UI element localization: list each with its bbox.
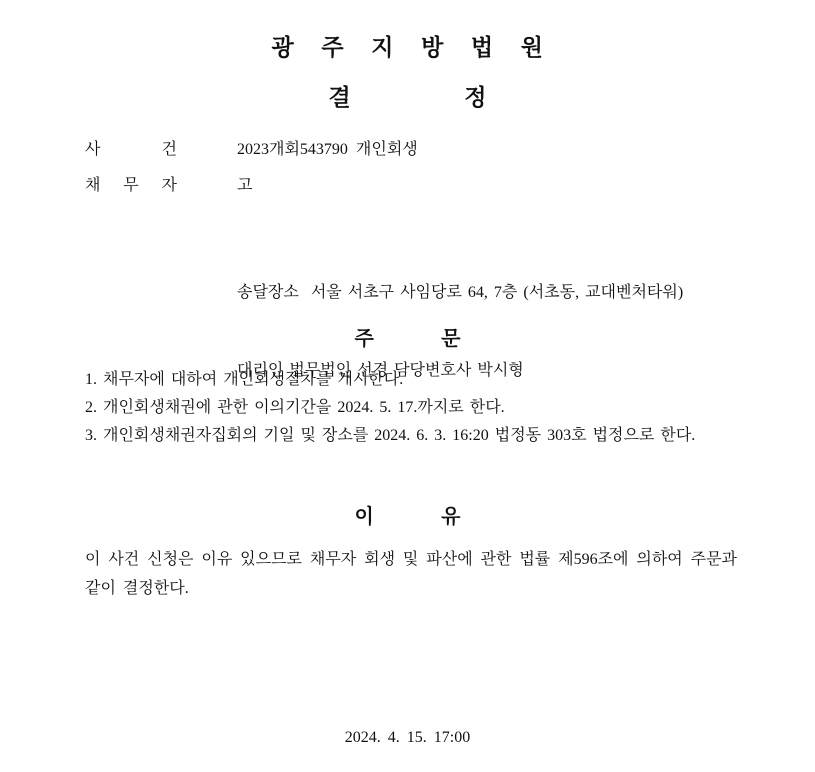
case-row <box>85 136 737 159</box>
case-number: 2023개회543790 개인회생 <box>237 141 418 158</box>
service-address: 송달장소 서울 서초구 사임당로 64, 7층 (서초동, 교대벤처타워) <box>237 284 684 301</box>
case-label: 사 건 <box>85 141 177 158</box>
reason-heading: 이 유 <box>354 506 461 528</box>
representative: 대리인 법무법인 선경 담당변호사 박시형 <box>237 362 524 379</box>
order-item: 1. 채무자에 대하여 개인회생절차를 개시한다. <box>85 371 404 388</box>
debtor-row <box>85 172 737 195</box>
reason-section-heading <box>0 500 815 529</box>
order-heading: 주 문 <box>354 328 461 350</box>
debtor-name: 고 <box>237 177 253 194</box>
reason-text: 이 사건 신청은 이유 있으므로 채무자 회생 및 파산에 관한 법률 제596조에 의하여 주문과 같이 결정한다. <box>85 551 737 597</box>
court-name-heading <box>0 29 815 62</box>
order-section-heading <box>0 322 815 351</box>
order-item: 3. 개인회생채권자집회의 기일 및 장소를 2024. 6. 3. 16:20 법정동 303호 법정으로 한다. <box>85 427 696 444</box>
debtor-label: 채 무 자 <box>85 177 177 194</box>
document-type-heading <box>0 79 815 112</box>
document-type: 결 정 <box>328 84 487 110</box>
court-name: 광 주 지 방 법 원 <box>271 34 544 60</box>
order-item: 2. 개인회생채권에 관한 이의기간을 2024. 5. 17.까지로 한다. <box>85 399 505 416</box>
decision-datetime: 2024. 4. 15. 17:00 <box>344 729 471 746</box>
order-list <box>85 366 737 450</box>
